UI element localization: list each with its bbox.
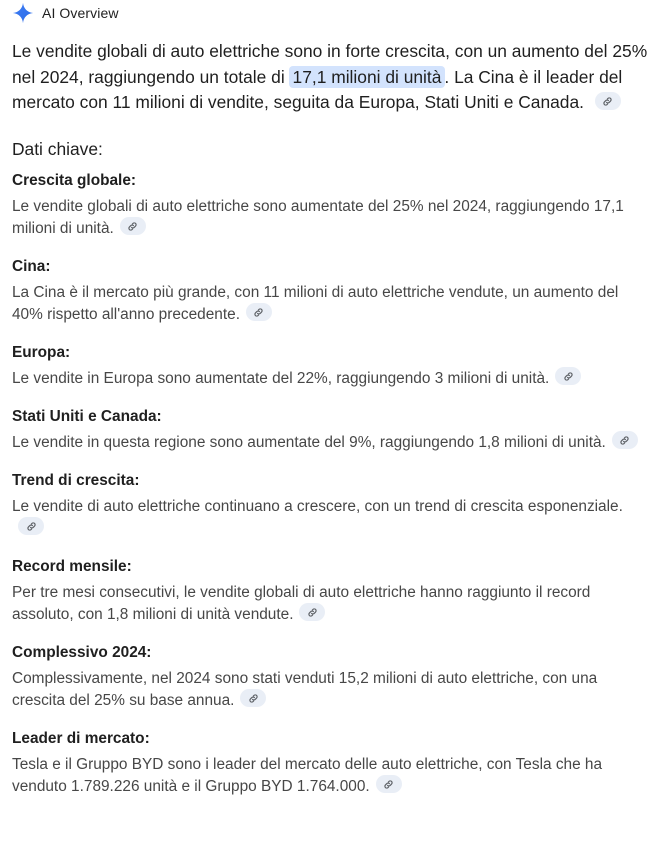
summary-highlight[interactable]: 17,1 milioni di unità	[289, 66, 446, 88]
key-data-item-title: Record mensile:	[12, 557, 132, 575]
source-link-button[interactable]	[612, 431, 638, 449]
key-data-item	[12, 343, 648, 390]
link-icon	[563, 371, 574, 382]
key-data-item	[12, 557, 648, 626]
link-icon	[602, 96, 613, 107]
key-data-item	[12, 643, 648, 712]
key-data-item-text: Complessivamente, nel 2024 sono stati venduti 15,2 milioni di auto elettriche, con una crescita del 25% su base annua.	[12, 669, 598, 709]
link-icon	[253, 307, 264, 318]
link-icon	[248, 693, 259, 704]
summary-text-start: Le vendite globali di auto elettriche sono in forte crescita, con un aumento del 25% nel 2024, raggiungendo un totale di	[12, 41, 648, 87]
ai-overview-header	[12, 0, 648, 26]
key-data-item-text: Le vendite di auto elettriche continuano a crescere, con un trend di crescita esponenziale.	[12, 497, 623, 515]
ai-overview-title: AI Overview	[42, 5, 119, 21]
source-link-button[interactable]	[246, 303, 272, 321]
source-link-button[interactable]	[376, 775, 402, 793]
key-data-item-title: Leader di mercato:	[12, 729, 150, 747]
key-data-item-title: Cina:	[12, 257, 51, 275]
key-data-item-title: Stati Uniti e Canada:	[12, 407, 162, 425]
link-icon	[383, 779, 394, 790]
ai-overview-panel	[12, 0, 648, 798]
key-data-item	[12, 171, 648, 240]
key-data-item	[12, 257, 648, 326]
key-data-item-body	[12, 582, 648, 626]
link-icon	[127, 221, 138, 232]
link-icon	[307, 607, 318, 618]
source-link-button[interactable]	[240, 689, 266, 707]
key-data-item-title: Complessivo 2024:	[12, 643, 152, 661]
key-data-item-text: La Cina è il mercato più grande, con 11 milioni di auto elettriche vendute, un aumento del 40% rispetto all'anno precedente.	[12, 283, 619, 323]
key-data-item-text: Per tre mesi consecutivi, le vendite globali di auto elettriche hanno raggiunto il record assoluto, con 1,8 milioni di unità vendute.	[12, 583, 591, 623]
key-data-item-body	[12, 196, 648, 240]
key-data-item-title: Crescita globale:	[12, 171, 137, 189]
key-data-item-body	[12, 432, 648, 454]
key-data-item-text: Tesla e il Gruppo BYD sono i leader del mercato delle auto elettriche, con Tesla che ha venduto 1.789.226 unità e il Gruppo BYD 1.764.000.	[12, 755, 603, 795]
key-data-item-body	[12, 754, 648, 798]
summary-paragraph	[12, 39, 648, 116]
key-data-item-body	[12, 368, 648, 390]
key-data-item-text: Le vendite globali di auto elettriche sono aumentate del 25% nel 2024, raggiungendo 17,1 milioni di unità.	[12, 197, 624, 237]
source-link-button[interactable]	[18, 517, 44, 535]
key-data-item-body	[12, 496, 648, 540]
sparkle-icon	[12, 2, 34, 24]
source-link-button[interactable]	[299, 603, 325, 621]
key-data-list	[12, 171, 648, 798]
source-link-button[interactable]	[595, 92, 621, 110]
key-data-item-text: Le vendite in questa regione sono aumentate del 9%, raggiungendo 1,8 milioni di unità.	[12, 433, 606, 451]
summary-text-end: . La Cina è il leader del mercato con 11 milioni di vendite, seguita da Europa, Stati Uniti e Canada.	[12, 66, 623, 112]
key-data-item-title: Europa:	[12, 343, 71, 361]
key-data-item-title: Trend di crescita:	[12, 471, 140, 489]
link-icon	[26, 521, 37, 532]
key-data-item-text: Le vendite in Europa sono aumentate del 22%, raggiungendo 3 milioni di unità.	[12, 369, 550, 387]
key-data-item	[12, 471, 648, 540]
link-icon	[619, 435, 630, 446]
source-link-button[interactable]	[120, 217, 146, 235]
key-data-item	[12, 729, 648, 798]
key-data-item-body	[12, 282, 648, 326]
key-data-item	[12, 407, 648, 454]
source-link-button[interactable]	[555, 367, 581, 385]
key-data-heading: Dati chiave:	[12, 138, 103, 159]
key-data-item-body	[12, 668, 648, 712]
